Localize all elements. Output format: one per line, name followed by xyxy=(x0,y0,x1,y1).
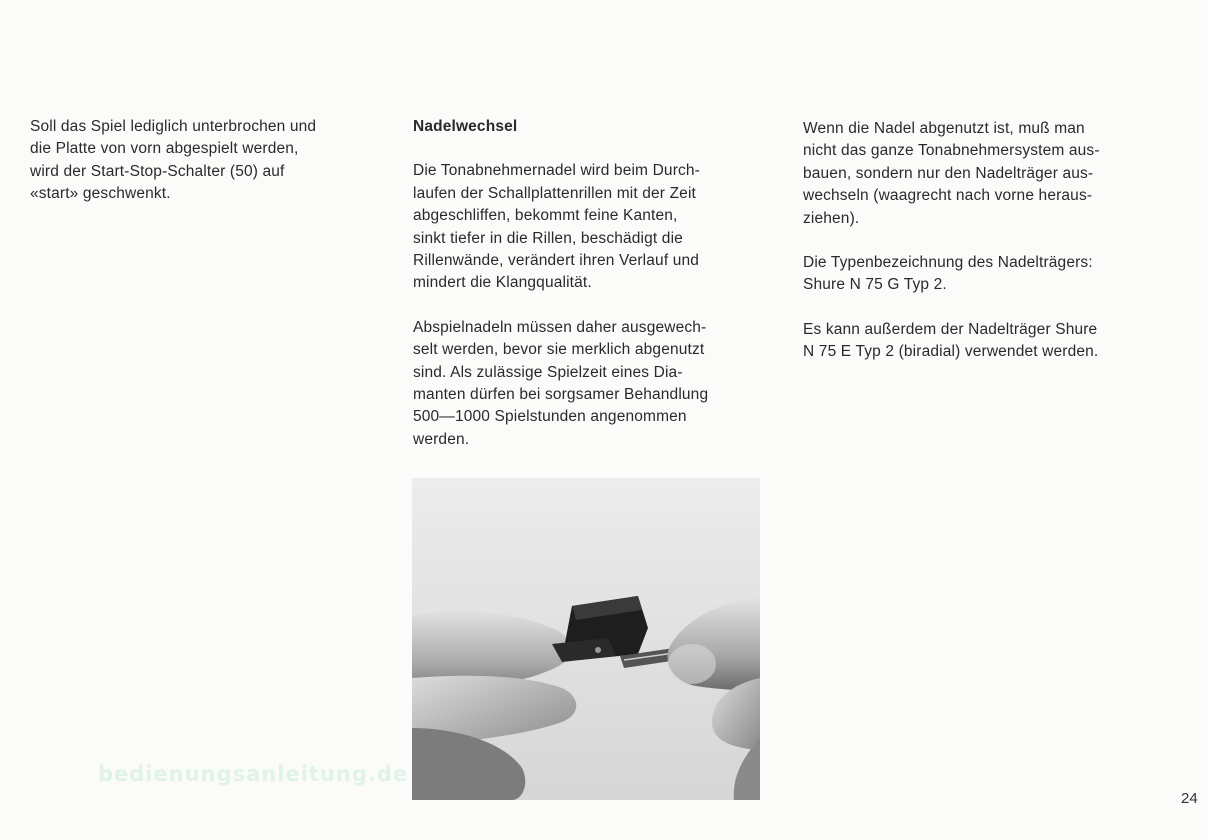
right-paragraph-3: Es kann außerdem der Nadelträger Shure N 75 E Typ 2 (biradial) verwendet werden. xyxy=(803,320,1099,361)
right-paragraph-2: Die Typenbezeichnung des Nadelträgers: Shure N 75 G Typ 2. xyxy=(803,254,1093,294)
middle-column xyxy=(413,116,768,473)
photo-illustration xyxy=(412,478,760,800)
right-column xyxy=(803,118,1163,386)
middle-paragraph-2: Abspielnadeln müssen daher ausgewech- selt werden, bevor sie merklich abgenutzt sind. Als zulässige Spielzeit eines Dia- manten dürfen bei sorgsamer Behandlung 500—1000 Spielstunden angenommen werden. xyxy=(413,318,709,448)
page-number: 24 xyxy=(1181,790,1198,807)
stylus-replacement-photo xyxy=(412,478,760,800)
left-column xyxy=(30,116,380,228)
section-heading: Nadelwechsel xyxy=(413,118,518,135)
left-paragraph-1: Soll das Spiel lediglich unterbrochen und die Platte von vorn abgespielt werden, wird der Start-Stop-Schalter (50) auf «start» geschwenkt. xyxy=(30,118,317,203)
watermark: bedienungsanleitung.de xyxy=(98,762,409,786)
right-paragraph-1: Wenn die Nadel abgenutzt ist, muß man nicht das ganze Tonabnehmersystem aus- bauen, sondern nur den Nadelträger aus- wechseln (waagrecht nach vorne heraus- ziehen). xyxy=(803,120,1100,227)
middle-paragraph-1: Die Tonabnehmernadel wird beim Durch- laufen der Schallplattenrillen mit der Zeit abgeschliffen, bekommt feine Kanten, sinkt tiefer in die Rillen, beschädigt die Rillenwände, verändert ihren Verlauf und mindert die Klangqualität. xyxy=(413,162,700,292)
